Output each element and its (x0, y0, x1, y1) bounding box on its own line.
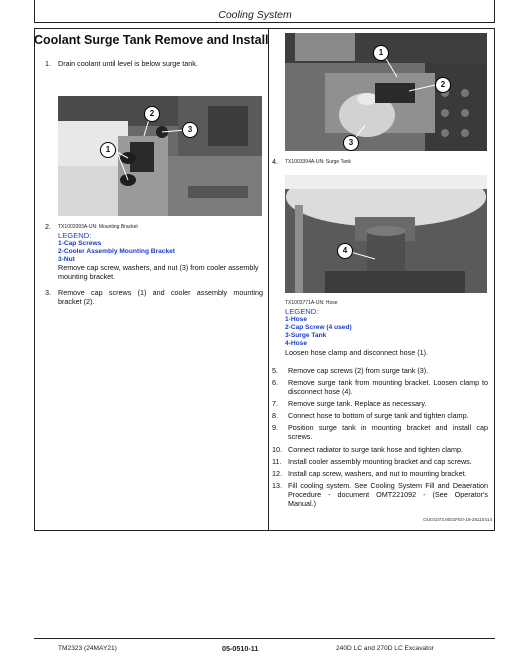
step-2-text-line-2: mounting bracket. (58, 272, 116, 281)
step-13-text-line-1: Fill cooling system. See Cooling System Fill and Deaeration (288, 481, 488, 490)
step-12-number: 12. (272, 469, 282, 478)
step-11-number: 11. (272, 457, 282, 466)
hose-instruction-text: Loosen hose clamp and disconnect hose (1). (285, 348, 429, 357)
legend-item: 1-Hose (285, 316, 307, 323)
section-bottom-rule (34, 530, 495, 531)
hose-photo (285, 175, 487, 293)
step-6-text-line-2: disconnect hose (4). (288, 387, 353, 396)
step-1-number: 1. (45, 59, 51, 68)
hose-illustration (285, 175, 487, 293)
legend-item: 1-Cap Screws (58, 240, 102, 247)
step-8-number: 8. (272, 411, 278, 420)
step-6-text-line-1: Remove surge tank from mounting bracket. Loosen clamp to (288, 378, 488, 387)
step-10-number: 10. (272, 445, 282, 454)
legend-item: 2-Cooler Assembly Mounting Bracket (58, 248, 176, 255)
step-2-text-line-1: Remove cap screw, washers, and nut (3) from cooler assembly (58, 263, 259, 272)
section-top-rule (34, 28, 495, 29)
step-6-number: 6. (272, 378, 278, 387)
step-7-number: 7. (272, 399, 278, 408)
photo-1-caption: TX1003393A-UN: Mounting Bracket (58, 224, 138, 230)
step-7-text: Remove surge tank. Replace as necessary. (288, 399, 427, 408)
section-title: Coolant Surge Tank Remove and Install (34, 33, 269, 47)
callout-4: 4 (337, 243, 353, 259)
column-divider (268, 28, 269, 530)
footer-page-number: 05-0510-11 (222, 644, 259, 653)
callout-2: 2 (435, 77, 451, 93)
section-right-rule (494, 28, 495, 530)
legend-item: 4-Hose (285, 340, 307, 347)
legend-item: 2-Cap Screw (4 used) (285, 324, 352, 331)
header-bottom-rule (34, 22, 495, 23)
step-4-number: 4. (272, 157, 278, 166)
step-8-text: Connect hose to bottom of surge tank and tighten clamp. (288, 411, 469, 420)
callout-2: 2 (144, 106, 160, 122)
footer-manual-id: TM2323 (24MAY21) (58, 645, 117, 652)
legend-item: 3-Nut (58, 256, 75, 263)
step-13-number: 13. (272, 481, 282, 490)
callout-1: 1 (373, 45, 389, 61)
step-3-text-line-1: Remove cap screws (1) and cooler assembly mounting (58, 288, 263, 297)
callout-3: 3 (182, 122, 198, 138)
step-12-text: Install cap screw, washers, and nut to mounting bracket. (288, 469, 467, 478)
mounting-bracket-illustration (58, 96, 262, 216)
legend-item: 3-Surge Tank (285, 332, 327, 339)
page-header-title: Cooling System (218, 9, 292, 21)
step-9-number: 9. (272, 423, 278, 432)
step-1-text: Drain coolant until level is below surge tank. (58, 59, 198, 68)
callout-3: 3 (343, 135, 359, 151)
callout-1: 1 (100, 142, 116, 158)
step-13-text-line-2: Procedure - document OMT221092 - (See Operator's (288, 490, 488, 499)
photo-2-caption: TX1003394A-UN: Surge Tank (285, 159, 352, 165)
step-3-number: 3. (45, 288, 51, 297)
document-reference: OUO1073,0001FE0-19-28110414 (423, 517, 492, 522)
step-3-text-line-2: bracket (2). (58, 297, 95, 306)
step-9-text-line-1: Position surge tank in mounting bracket and install cap (288, 423, 488, 432)
step-5-text: Remove cap screws (2) from surge tank (3). (288, 366, 429, 375)
photo-3-caption: TX1003771A-UN: Hose (285, 300, 338, 306)
step-5-number: 5. (272, 366, 278, 375)
legend-heading: LEGEND: (285, 307, 319, 316)
step-10-text: Connect radiator to surge tank hose and tighten clamp. (288, 445, 464, 454)
step-11-text: Install cooler assembly mounting bracket and cap screws. (288, 457, 472, 466)
step-9-text-line-2: screws. (288, 432, 313, 441)
legend-heading: LEGEND: (58, 231, 92, 240)
section-left-rule (34, 28, 35, 530)
step-2-number: 2. (45, 222, 51, 231)
surge-tank-photo (285, 33, 487, 151)
footer-machine-model: 240D LC and 270D LC Excavator (336, 645, 434, 652)
mounting-bracket-photo (58, 96, 262, 216)
footer-rule (34, 638, 495, 639)
step-13-text-line-3: Manual.) (288, 499, 316, 508)
